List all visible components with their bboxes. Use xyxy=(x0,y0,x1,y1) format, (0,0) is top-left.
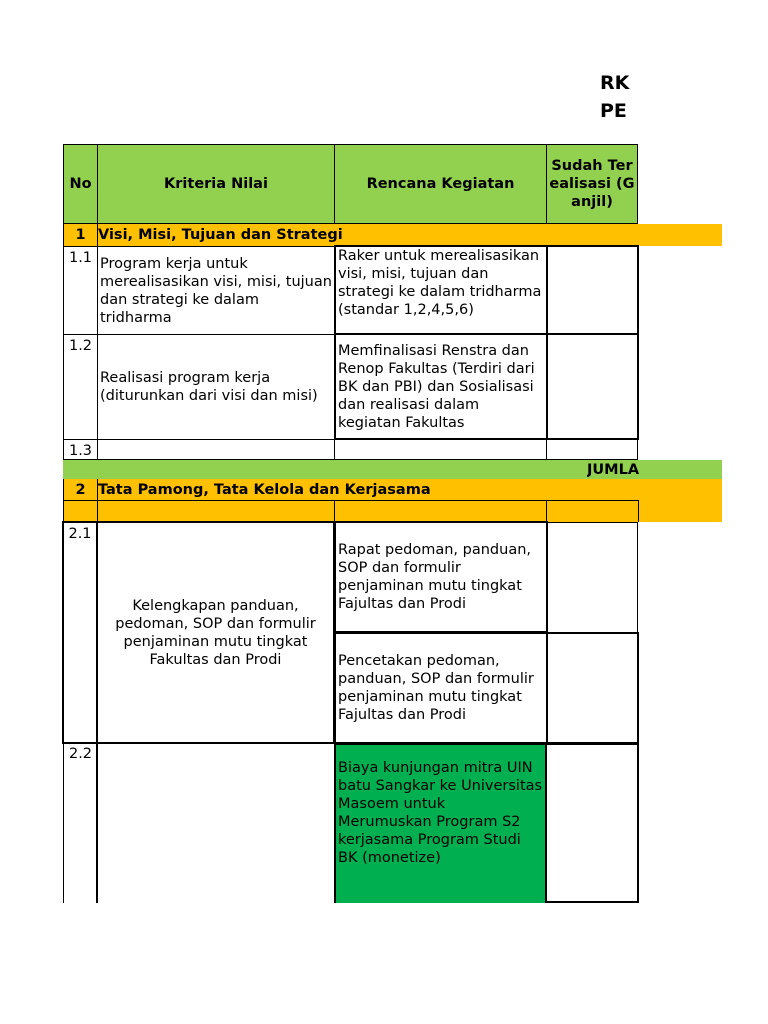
row-1-2-kriteria xyxy=(97,334,335,440)
jumlah-row xyxy=(63,460,722,479)
header-kriteria-nilai: Kriteria Nilai xyxy=(97,144,335,224)
section-2-title: Tata Pamong, Tata Kelola dan Kerjasama xyxy=(98,482,431,498)
header-sudah-terealisasi: Sudah Terealisasi (Ganjil) xyxy=(546,144,638,224)
section-2-number: 2 xyxy=(75,482,86,498)
divider xyxy=(97,479,98,522)
row-1-1-sudah xyxy=(546,245,639,335)
row-1-1-kriteria-text: Program kerja untuk merealisasikan visi, misi, tujuan dan strategi ke dalam tridharma xyxy=(100,255,332,326)
header-no: No xyxy=(63,144,98,224)
header-rencana-kegiatan: Rencana Kegiatan xyxy=(334,144,547,224)
section-1-title: Visi, Misi, Tujuan dan Strategi xyxy=(98,227,343,243)
row-2-1-rencana-b xyxy=(334,632,548,744)
row-2-1-rencana-a xyxy=(334,521,548,633)
row-1-2-kriteria-text: Realisasi program kerja (diturunkan dari visi dan misi) xyxy=(100,370,318,404)
document-title-line1: RK xyxy=(600,72,630,94)
section-1-row xyxy=(63,224,722,246)
row-2-2-sudah xyxy=(546,743,639,903)
section-1-number: 1 xyxy=(75,227,86,243)
row-1-3-rencana xyxy=(334,439,547,460)
row-2-1-kriteria-text: Kelengkapan panduan, pedoman, SOP dan formulir penjaminan mutu tingkat Fakultas dan Prodi xyxy=(115,597,316,668)
jumlah-label: JUMLA xyxy=(587,462,640,478)
row-2-1-no: 2.1 xyxy=(62,521,98,744)
divider xyxy=(546,500,547,522)
divider xyxy=(63,500,638,501)
row-1-2-rencana-text: Memfinalisasi Renstra dan Renop Fakultas (Terdiri dari BK dan PBI) dan Sosialisasi dan realisasi dalam kegiatan Fakultas xyxy=(338,342,535,431)
row-2-1-kriteria xyxy=(96,521,335,744)
row-1-3-sudah xyxy=(546,439,638,460)
divider xyxy=(334,500,335,522)
divider xyxy=(97,224,98,246)
row-2-2-rencana xyxy=(334,743,547,903)
divider xyxy=(638,500,639,522)
row-1-3-no: 1.3 xyxy=(63,439,98,460)
divider xyxy=(63,224,64,246)
row-2-1-rencana-b-text: Pencetakan pedoman, panduan, SOP dan formulir penjaminan mutu tingkat Fajultas dan Prodi xyxy=(338,653,534,723)
row-1-1-rencana: Raker untuk merealisasikan visi, misi, tujuan dan strategi ke dalam tridharma (standar 1,2,4,5,6) xyxy=(334,245,548,335)
row-2-1-sudah-a xyxy=(546,522,638,633)
row-1-2-sudah xyxy=(546,333,639,440)
row-2-2-kriteria xyxy=(97,743,335,903)
row-1-3-kriteria xyxy=(97,439,335,460)
divider xyxy=(63,479,64,522)
row-2-2-rencana-text: Biaya kunjungan mitra UIN batu Sangkar ke Universitas Masoem untuk Merumuskan Program S2 kerjasama Program Studi BK (monetize) xyxy=(338,760,543,866)
row-1-1-kriteria xyxy=(97,246,335,335)
row-1-2-rencana xyxy=(334,333,548,440)
row-2-2-no: 2.2 xyxy=(63,743,97,903)
row-1-2-no: 1.2 xyxy=(63,334,98,440)
row-2-1-rencana-a-text: Rapat pedoman, panduan, SOP dan formulir penjaminan mutu tingkat Fajultas dan Prodi xyxy=(338,542,532,612)
row-2-1-sudah-b xyxy=(546,632,639,744)
document-title-line2: PE xyxy=(600,100,627,122)
row-1-1-no: 1.1 xyxy=(63,246,98,335)
